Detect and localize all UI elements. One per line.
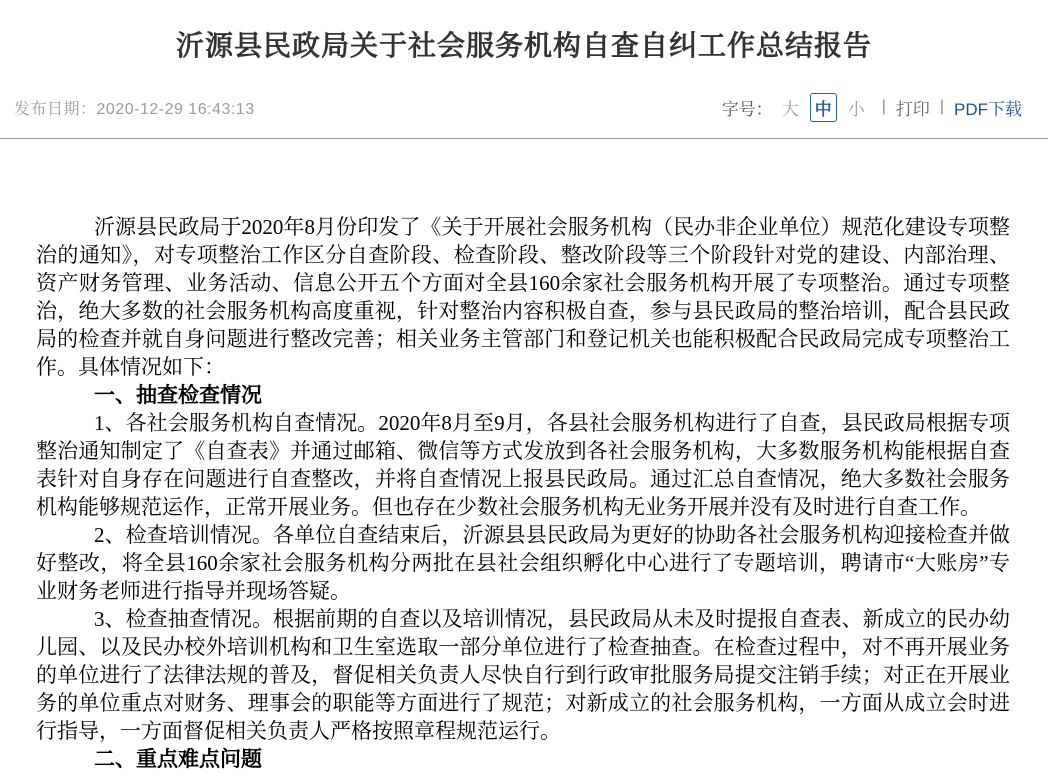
toolbar-separator: | — [939, 98, 944, 115]
article-toolbar — [722, 93, 1022, 122]
article-page — [0, 26, 1048, 771]
toolbar-separator: | — [881, 98, 886, 115]
article-body — [36, 213, 1010, 773]
paragraph-intro: 沂源县民政局于2020年8月份印发了《关于开展社会服务机构（民办非企业单位）规范化建设专项整治的通知》，对专项整治工作区分自查阶段、检查阶段、整改阶段等三个阶段针对党的建设、内部治理、资产财务管理、业务活动、信息公开五个方面对全县160余家社会服务机构开展了专项整治。通过专项整治，绝大多数的社会服务机构高度重视，针对整治内容积极自查，参与县民政局的整治培训，配合县民政局的检查并就自身问题进行整改完善；相关业务主管部门和登记机关也能积极配合民政局完成专项整治工作。具体情况如下： — [36, 215, 1010, 379]
print-button[interactable]: 打印 — [895, 99, 930, 119]
font-size-large-button[interactable]: 大 — [781, 99, 799, 119]
pdf-download-button[interactable]: PDF下载 — [954, 99, 1022, 119]
publish-date-value: 2020-12-29 16:43:13 — [96, 100, 255, 118]
section-heading-2: 二、重点难点问题 — [94, 747, 262, 771]
paragraph-training: 2、检查培训情况。各单位自查结束后，沂源县县民政局为更好的协助各社会服务机构迎接检查并做好整改，将全县160余家社会服务机构分两批在县社会组织孵化中心进行了专题培训，聘请市“大账房”专业财务老师进行指导并现场答疑。 — [36, 523, 1010, 603]
meta-bar — [0, 92, 1048, 122]
publish-date-label: 发布日期： — [14, 100, 97, 118]
paragraph-self-inspection: 1、各社会服务机构自查情况。2020年8月至9月，各县社会服务机构进行了自查，县民政局根据专项整治通知制定了《自查表》并通过邮箱、微信等方式发放到各社会服务机构，大多数服务机构能根据自查表针对自身存在问题进行自查整改，并将自查情况上报县民政局。通过汇总自查情况，绝大多数社会服务机构能够规范运作，正常开展业务。但也存在少数社会服务机构无业务开展并没有及时进行自查工作。 — [36, 411, 1010, 519]
section-heading-1: 一、抽查检查情况 — [94, 383, 262, 407]
font-size-small-button[interactable]: 小 — [847, 99, 865, 119]
page-title: 沂源县民政局关于社会服务机构自查自纠工作总结报告 — [175, 30, 872, 61]
publish-date — [14, 96, 255, 119]
font-size-medium-button[interactable]: 中 — [810, 93, 837, 122]
font-size-label: 字号： — [721, 99, 773, 119]
paragraph-spot-check: 3、检查抽查情况。根据前期的自查以及培训情况，县民政局从未及时提报自查表、新成立的民办幼儿园、以及民办校外培训机构和卫生室选取一部分单位进行了检查抽查。在检查过程中，对不再开展业务的单位进行了法律法规的普及，督促相关负责人尽快自行到行政审批服务局提交注销手续；对正在开展业务的单位重点对财务、理事会的职能等方面进行了规范；对新成立的社会服务机构，一方面从成立会时进行指导，一方面督促相关负责人严格按照章程规范运行。 — [36, 607, 1010, 743]
header-divider — [0, 138, 1048, 139]
